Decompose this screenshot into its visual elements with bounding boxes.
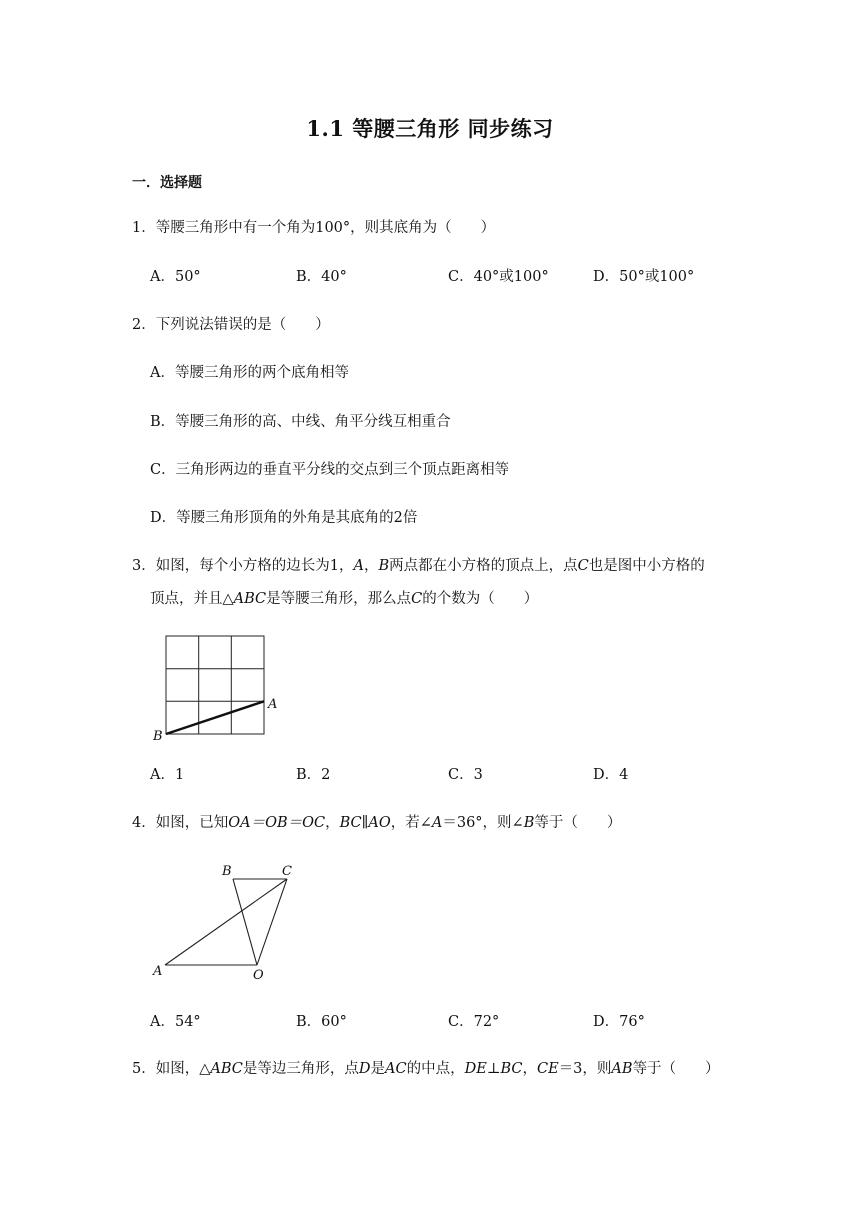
q4-option-d: D．76° xyxy=(593,1014,645,1030)
q1-option-d: D．50°或100° xyxy=(593,269,695,285)
q3-option-c: C．3 xyxy=(448,767,483,783)
page-title: 1.1 等腰三角形 同步练习 xyxy=(306,116,554,141)
q2-option-d: D．等腰三角形顶角的外角是其底角的2倍 xyxy=(150,510,418,526)
q4-option-a: A．54° xyxy=(150,1014,201,1030)
q1-option-a: A．50° xyxy=(150,269,201,285)
question-2: 2．下列说法错误的是（ ） xyxy=(132,317,330,333)
question-3-line-1: 3．如图，每个小方格的边长为1，A，B两点都在小方格的顶点上，点C也是图中小方格的 xyxy=(132,558,705,574)
q2-option-a: A．等腰三角形的两个底角相等 xyxy=(150,365,349,381)
q1-option-c: C．40°或100° xyxy=(448,269,549,285)
tri-label-b: B xyxy=(222,864,232,879)
question-4: 4．如图，已知OA＝OB＝OC，BC∥AO，若∠A＝36°，则∠B等于（ ） xyxy=(132,815,622,831)
q3-option-b: B．2 xyxy=(296,767,331,783)
grid-label-b: B xyxy=(153,729,163,744)
q2-option-b: B．等腰三角形的高、中线、角平分线互相重合 xyxy=(150,414,451,430)
q4-option-b: B．60° xyxy=(296,1014,347,1030)
q1-option-b: B．40° xyxy=(296,269,347,285)
tri-label-c: C xyxy=(282,864,292,879)
q3-option-a: A．1 xyxy=(150,767,185,783)
q3-grid-figure xyxy=(148,630,288,746)
tri-label-a: A xyxy=(153,964,163,979)
q4-triangle-figure xyxy=(145,855,315,985)
q2-option-c: C．三角形两边的垂直平分线的交点到三个顶点距离相等 xyxy=(150,462,510,478)
question-3-line-2: 顶点，并且△ABC是等腰三角形，那么点C的个数为（ ） xyxy=(150,591,539,607)
grid-label-a: A xyxy=(268,697,278,712)
question-1: 1．等腰三角形中有一个角为100°，则其底角为（ ） xyxy=(132,220,496,236)
segment-ab xyxy=(166,701,264,734)
question-5: 5．如图，△ABC是等边三角形，点D是AC的中点，DE⊥BC，CE＝3，则AB等于（ ） xyxy=(132,1061,720,1077)
section-heading: 一．选择题 xyxy=(132,175,202,191)
tri-label-o: O xyxy=(253,968,264,983)
q3-option-d: D．4 xyxy=(593,767,629,783)
q4-option-c: C．72° xyxy=(448,1014,500,1030)
